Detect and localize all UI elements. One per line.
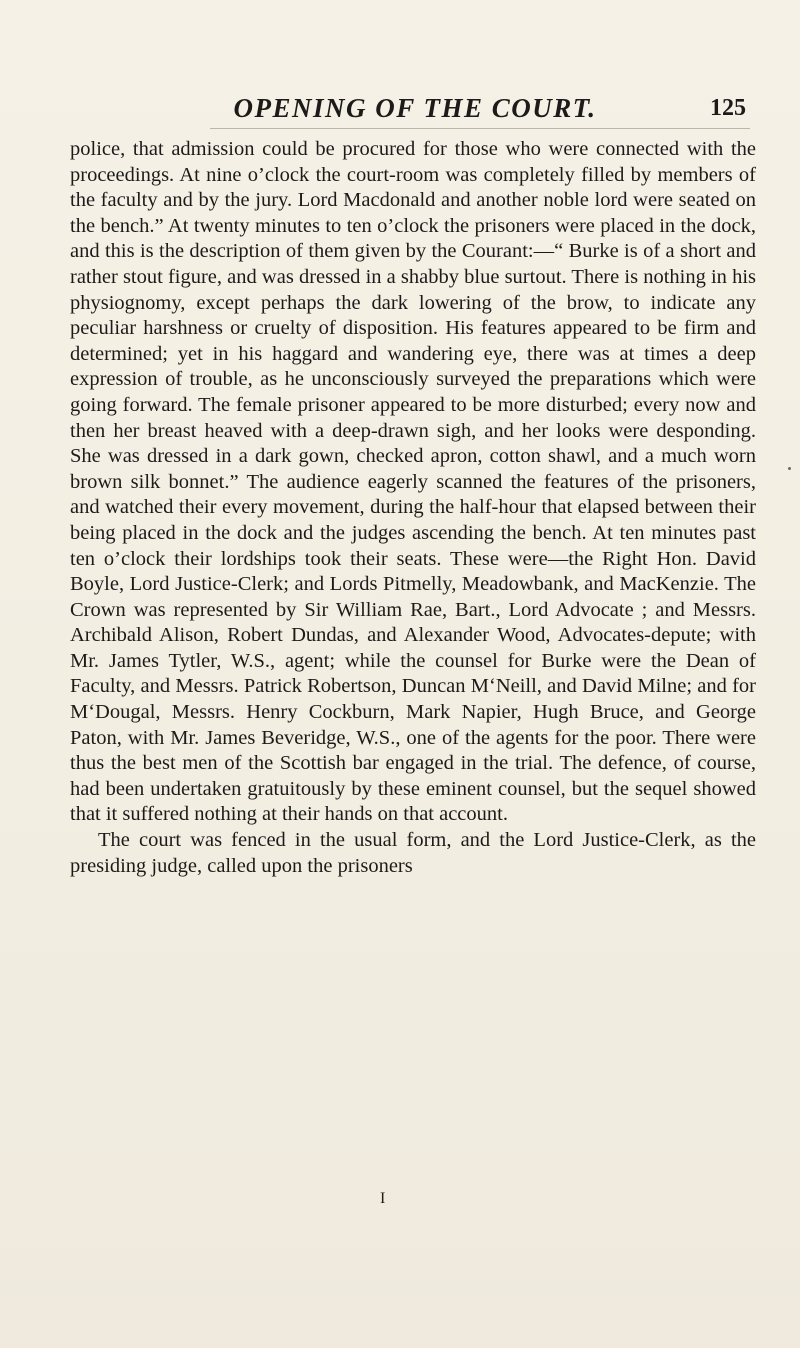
page-number: 125	[710, 95, 746, 121]
running-head	[70, 91, 760, 125]
paragraph: The court was fenced in the usual form, and the Lord Justice-Clerk, as the presiding judge, called upon the prisoners	[70, 829, 756, 877]
signature-mark: I	[380, 1190, 386, 1207]
header-rule	[210, 128, 750, 129]
body-text	[70, 137, 756, 879]
paragraph: police, that admission could be procured for those who were connected with the proceedings. At nine o’clock the court-room was completely filled by members of the faculty and by the jury. Lord Macdonald and another noble lord were seated on the bench.” At twenty minutes to ten o’clock the prisoners were placed in the dock, and this is the description of them given by the Courant:—“ Burke is of a short and rather stout figure, and was dressed in a shabby blue surtout. There is nothing in his physiognomy, except perhaps the dark lowering of the brow, to indicate any peculiar harshness or cruelty of disposition. His features appeared to be firm and determined; yet in his haggard and wandering eye, there was at times a deep expression of trouble, as he unconsciously surveyed the preparations which were going forward. The female prisoner appeared to be more disturbed; every now and then her breast heaved with a deep-drawn sigh, and her looks were desponding. She was dressed in a dark gown, checked apron, cotton shawl, and a much worn brown silk bonnet.” The audience eagerly scanned the features of the prisoners, and watched their every movement, during the half-hour that elapsed between their being placed in the dock and the judges ascending the bench. At ten minutes past ten o’clock their lordships took their seats. These were—the Right Hon. David Boyle, Lord Justice-Clerk; and Lords Pitmelly, Meadowbank, and MacKenzie. The Crown was represented by Sir William Rae, Bart., Lord Advocate ; and Messrs. Archibald Alison, Robert Dundas, and Alexander Wood, Advocates-depute; with Mr. James Tytler, W.S., agent; while the counsel for Burke were the Dean of Faculty, and Messrs. Patrick Robertson, Duncan M‘Neill, and David Milne; and for M‘Dougal, Messrs. Henry Cockburn, Mark Napier, Hugh Bruce, and George Paton, with Mr. James Beveridge, W.S., one of the agents for the poor. There were thus the best men of the Scottish bar engaged in the trial. The defence, of course, had been undertaken gratuitously by these eminent counsel, but the sequel showed that it suffered nothing at their hands on that account.	[70, 138, 756, 826]
margin-mark	[788, 467, 791, 470]
running-title: OPENING OF THE COURT.	[233, 93, 597, 123]
